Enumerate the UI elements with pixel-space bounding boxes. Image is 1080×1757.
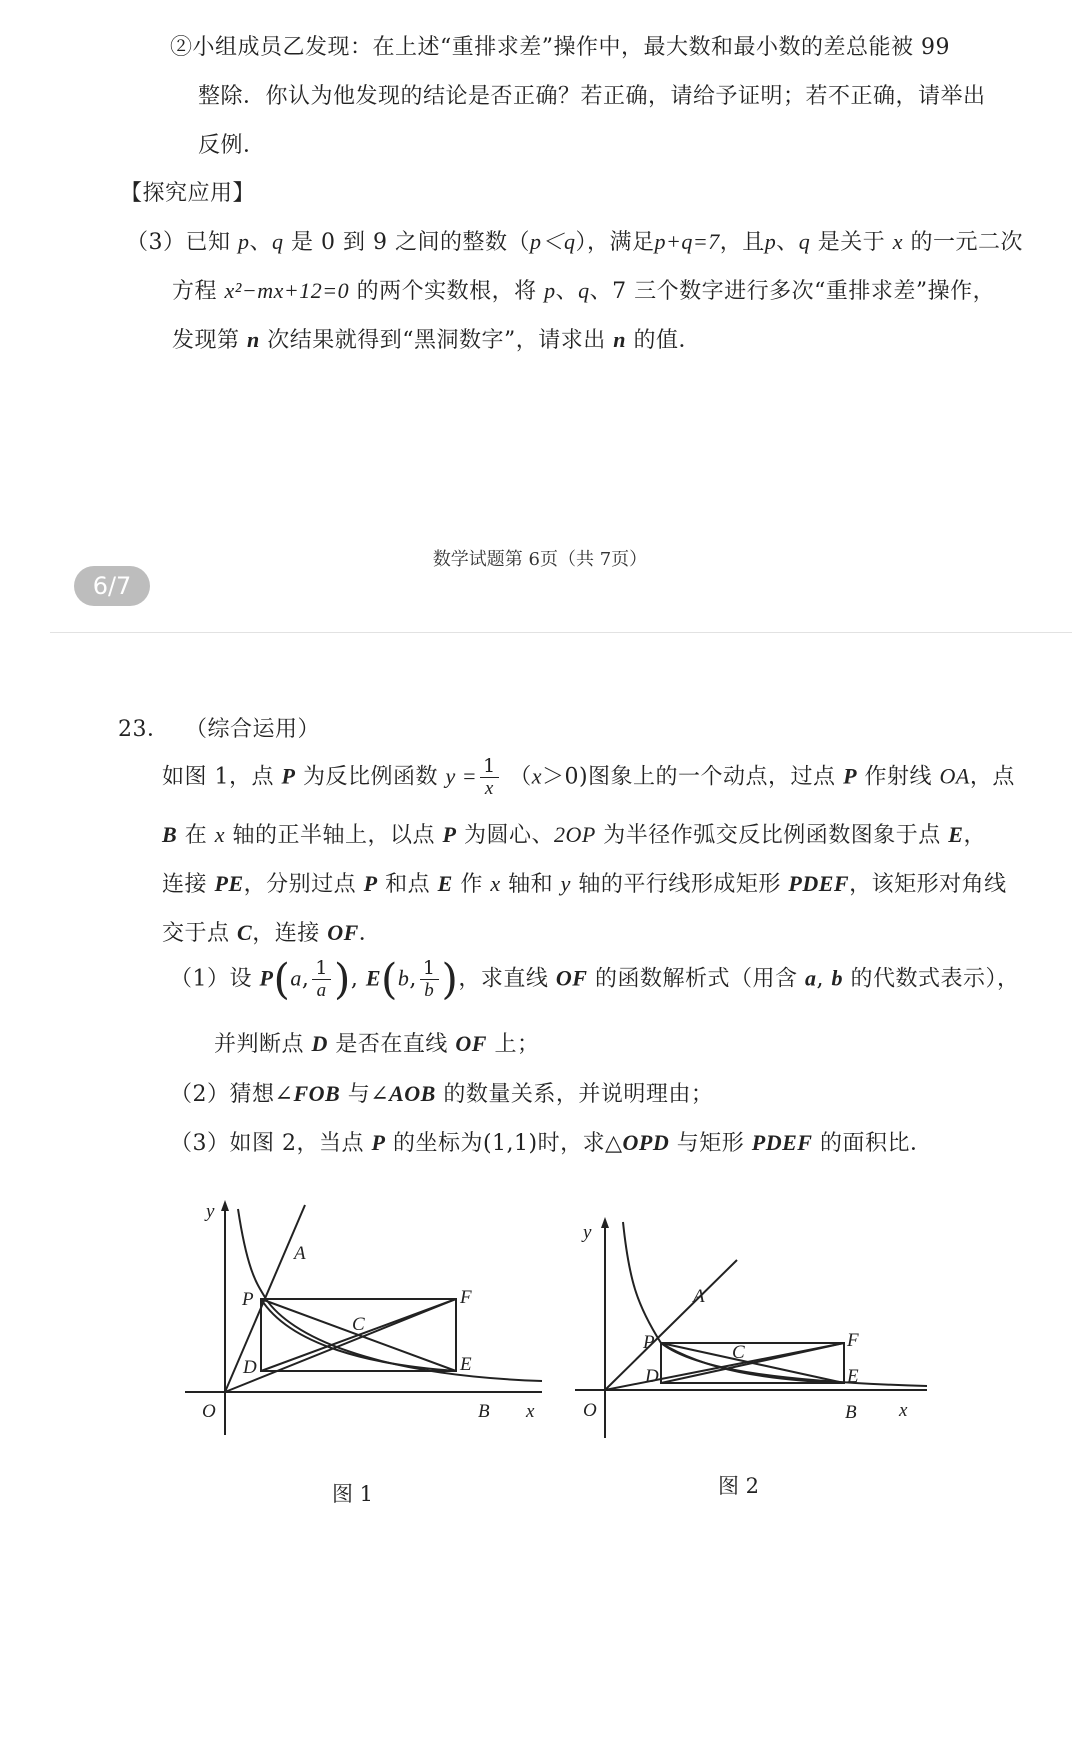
q23-sub2: （2）猜想∠FOB 与∠AOB 的数量关系，并说明理由； — [170, 1081, 714, 1107]
figure-2-caption: 图 2 — [718, 1474, 760, 1498]
fraction-1-over-a: $\frac{1}{a}$ — [312, 958, 331, 1001]
fraction-1-over-b: $\frac{1}{b}$ — [420, 958, 439, 1001]
fig1-label-p: P — [242, 1289, 254, 1310]
q23-line1: 如图 1，点 P 为反比例函数 y = $\frac{1}{x}$ （x＞0)图象上的一个动点，过点 P 作射线 OA，点 — [162, 755, 1015, 799]
fig1-label-o: O — [202, 1401, 216, 1422]
item2-line2: 整除．你认为他发现的结论是否正确？若正确，请给予证明；若不正确，请举出 — [198, 84, 986, 109]
fig1-label-y: y — [206, 1201, 215, 1222]
q23-sub3: （3）如图 2，当点 P 的坐标为(1,1)时，求△OPD 与矩形 PDEF 的面积比． — [170, 1130, 933, 1156]
fraction-1-over-x: $\frac{1}{x}$ — [480, 756, 499, 799]
fig1-label-c: C — [352, 1314, 365, 1335]
q23-sub1-line1: （1）设 P(a, $\frac{1}{a}$ ), E(b, $\frac{1}{b}$ )，求直线 OF 的函数解析式（用含 a, b 的代数式表示）， — [170, 954, 1020, 1004]
fig2-label-e: E — [847, 1366, 859, 1387]
figure-1 — [170, 1195, 550, 1455]
fig1-hyperbola — [238, 1209, 542, 1381]
fig2-label-d: D — [645, 1366, 659, 1387]
top-crop-mask — [0, 0, 1080, 18]
item2-line1: ②小组成员乙发现：在上述“重排求差”操作中，最大数和最小数的差总能被 99 — [170, 35, 950, 60]
fig1-label-b: B — [478, 1401, 490, 1422]
q23-header: 23． （综合运用） — [118, 717, 321, 742]
fig2-label-p: P — [643, 1332, 655, 1353]
fig1-label-d: D — [243, 1357, 257, 1378]
fig2-label-o: O — [583, 1400, 597, 1421]
fig1-y-arrow — [221, 1200, 229, 1211]
q23-line4: 交于点 C，连接 OF． — [162, 920, 382, 946]
q3-line1: （3）已知 p、q 是 0 到 9 之间的整数（p＜q），满足p+q=7，且p、q 是关于 x 的一元二次 — [126, 229, 1024, 255]
fig2-label-c: C — [732, 1342, 745, 1363]
q3-line3: 发现第 n 次结果就得到“黑洞数字”，请求出 n 的值． — [172, 327, 702, 353]
fig1-label-a: A — [294, 1243, 306, 1264]
q23-line2: B 在 x 轴的正半轴上，以点 P 为圆心、2OP 为半径作弧交反比例函数图象于点 E， — [162, 822, 986, 848]
fig2-y-arrow — [601, 1217, 609, 1228]
page-footer: 数学试题第 6页（共 7页） — [432, 549, 648, 570]
fig1-label-e: E — [460, 1354, 472, 1375]
q23-line3: 连接 PE，分别过点 P 和点 E 作 x 轴和 y 轴的平行线形成矩形 PDEF，该矩形对角线 — [162, 871, 1007, 897]
section-title: 【探究应用】 — [120, 181, 256, 206]
q3-line2: 方程 x²−mx+12=0 的两个实数根，将 p、q、7 三个数字进行多次“重排求差”操作， — [172, 278, 996, 304]
figure-2 — [565, 1210, 935, 1450]
fig2-label-f: F — [847, 1330, 859, 1351]
page-divider — [50, 632, 1072, 633]
item2-line3: 反例． — [198, 133, 266, 158]
fig1-label-f: F — [460, 1287, 472, 1308]
fig2-hyperbola — [623, 1222, 927, 1386]
fig2-label-x: x — [899, 1400, 908, 1421]
fig2-label-y: y — [583, 1222, 592, 1243]
q23-sub1-line2: 并判断点 D 是否在直线 OF 上； — [214, 1031, 540, 1057]
figure-1-caption: 图 1 — [332, 1482, 374, 1506]
fig1-label-x: x — [526, 1401, 535, 1422]
page-indicator-badge: 6/7 — [74, 566, 150, 606]
fig2-label-a: A — [693, 1286, 705, 1307]
fig2-label-b: B — [845, 1402, 857, 1423]
